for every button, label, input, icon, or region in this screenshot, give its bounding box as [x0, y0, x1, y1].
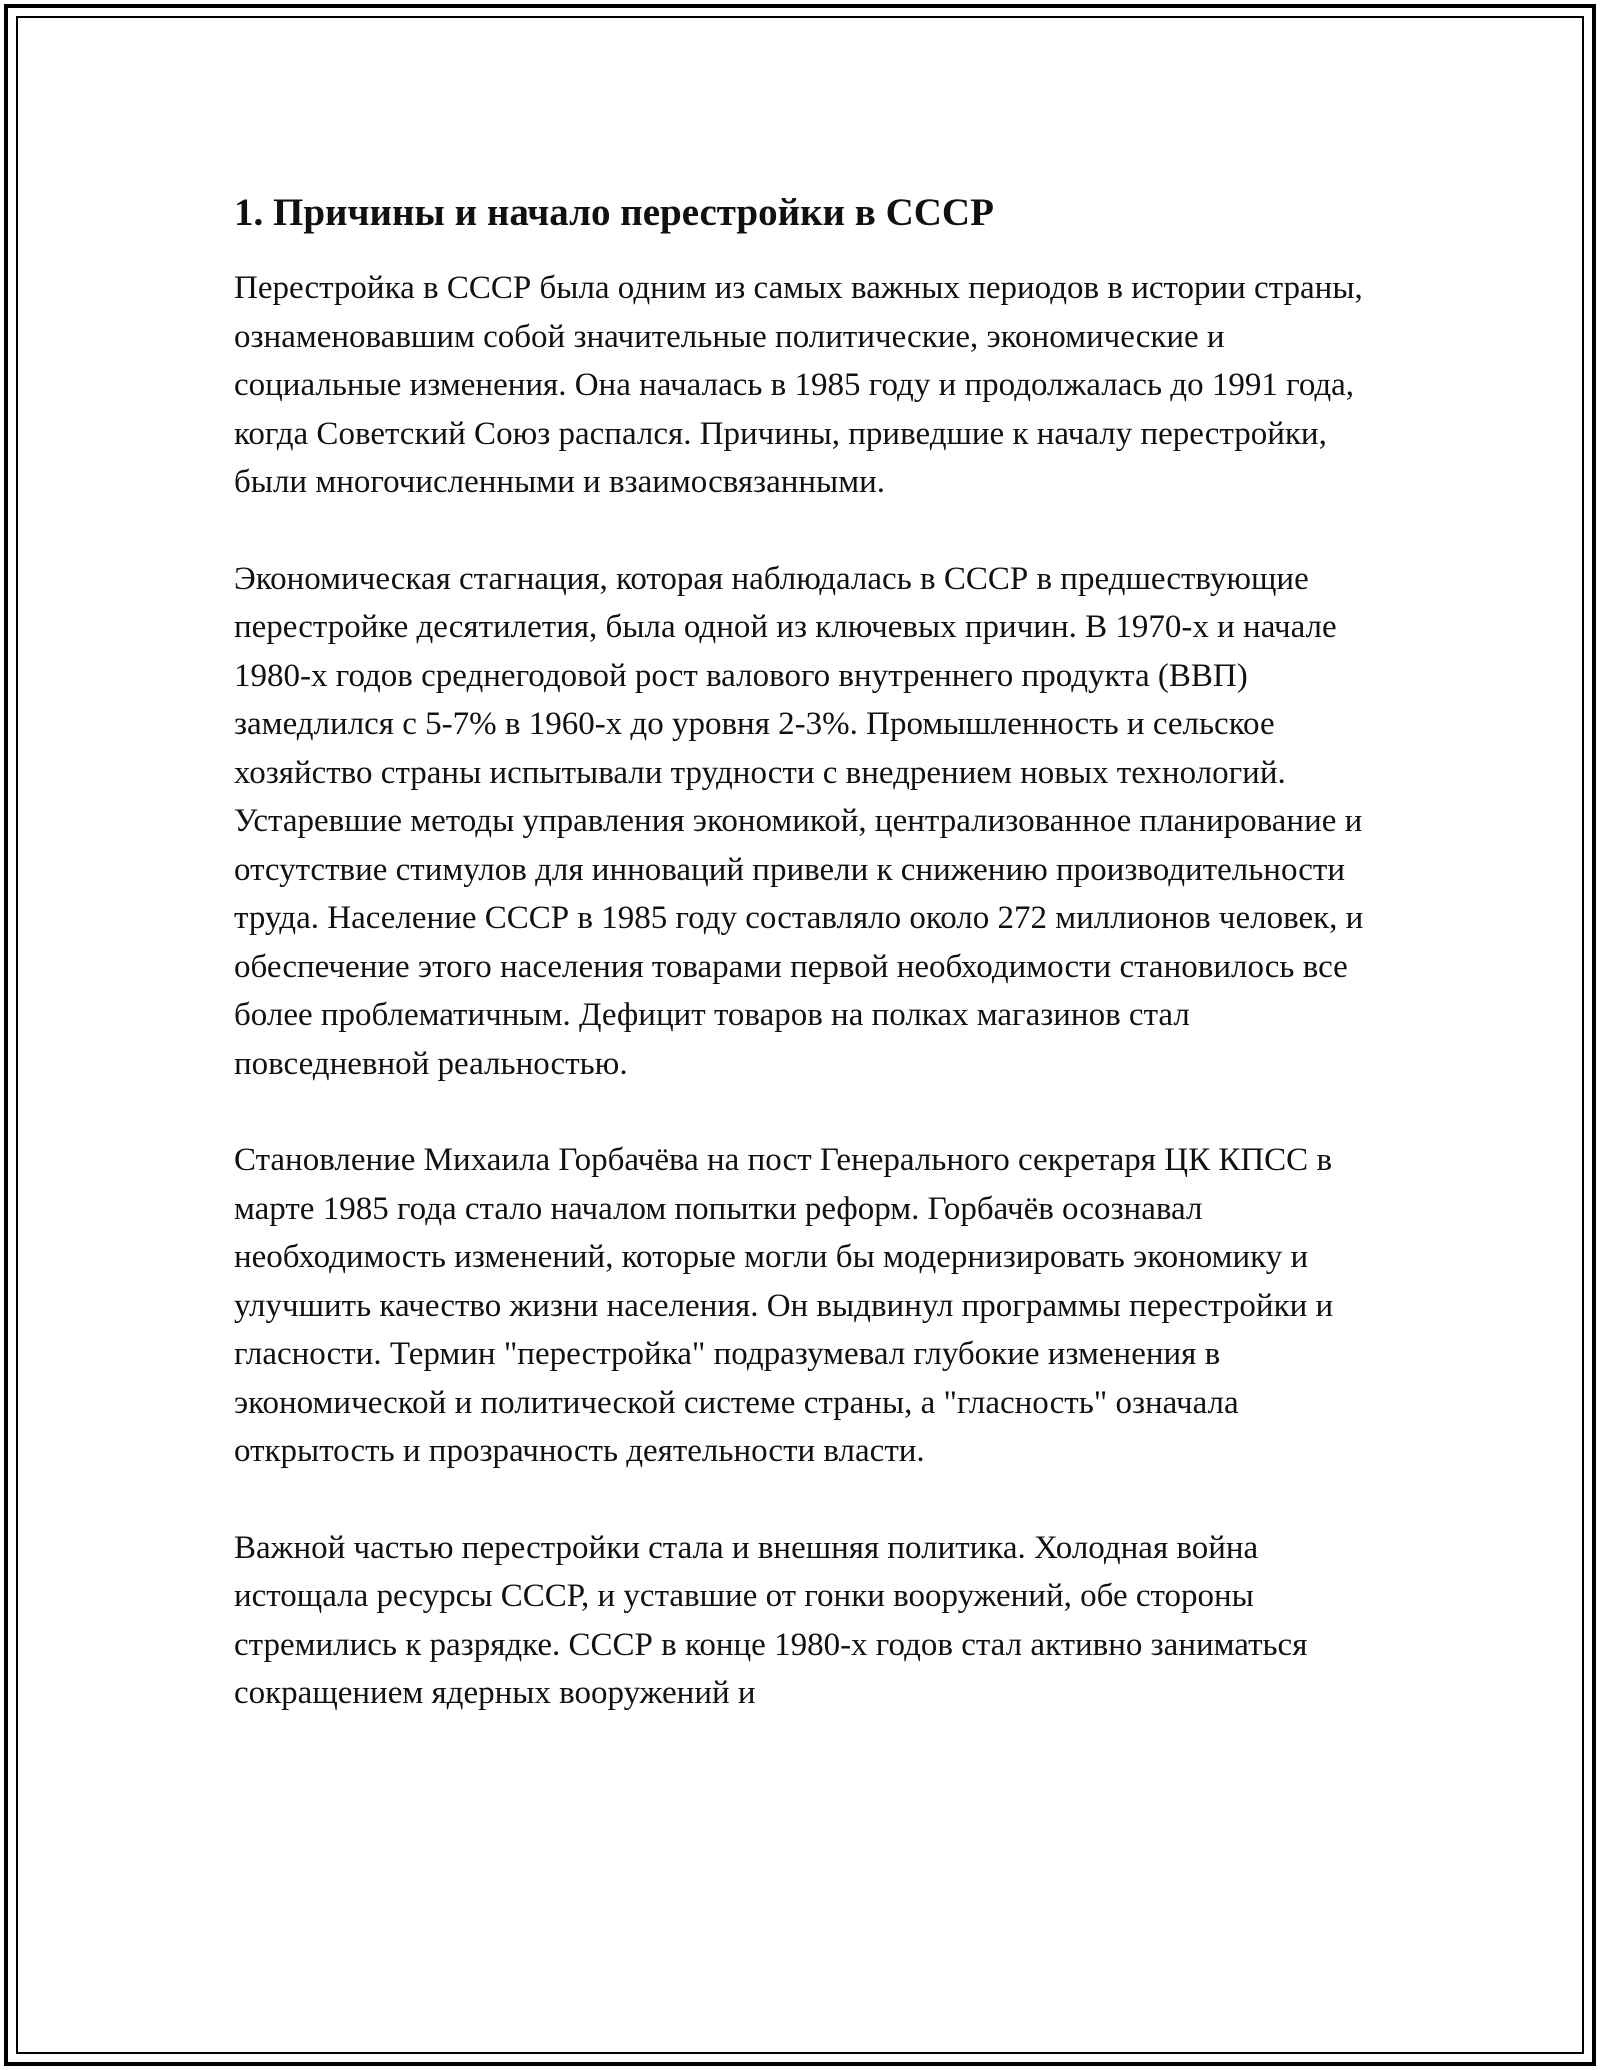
document-body — [234, 188, 1374, 1766]
paragraph-foreign-policy: Важной частью перестройки стала и внешняя политика. Холодная война истощала ресурсы СССР, и уставшие от гонки вооружений, обе стороны стремились к разрядке. СССР в конце 1980-х годов стал активно заниматься сокращением ядерных вооружений и — [234, 1529, 1308, 1711]
paragraph-intro: Перестройка в СССР была одним из самых важных периодов в истории страны, ознаменовавшим собой значительные политические, экономические и социальные изменения. Она началась в 1985 году и продолжалась до 1991 года, когда Советский Союз распался. Причины, приведшие к началу перестройки, были многочисленными и взаимосвязанными. — [234, 270, 1363, 500]
paragraph-gorbachev: Становление Михаила Горбачёва на пост Генерального секретаря ЦК КПСС в марте 1985 года стало началом попытки реформ. Горбачёв осознавал необходимость изменений, которые могли бы модернизировать экономику и улучшить качество жизни населения. Он выдвинул программы перестройки и гласности. Термин "перестройка" подразумевал глубокие изменения в экономической и политической системе страны, а "гласность" означала открытость и прозрачность деятельности власти. — [234, 1142, 1334, 1469]
section-heading: 1. Причины и начало перестройки в СССР — [234, 191, 994, 234]
paragraph-economic-stagnation: Экономическая стагнация, которая наблюдалась в СССР в предшествующие перестройке десятилетия, была одной из ключевых причин. В 1970-х и начале 1980-х годов среднегодовой рост валового внутреннего продукта (ВВП) замедлился с 5-7% в 1960-х до уровня 2-3%. Промышленность и сельское хозяйство страны испытывали трудности с внедрением новых технологий. Устаревшие методы управления экономикой, централизованное планирование и отсутствие стимулов для инноваций привели к снижению производительности труда. Население СССР в 1985 году составляло около 272 миллионов человек, и обеспечение этого населения товарами первой необходимости становилось все более проблематичным. Дефицит товаров на полках магазинов стал повседневной реальностью. — [234, 560, 1364, 1082]
